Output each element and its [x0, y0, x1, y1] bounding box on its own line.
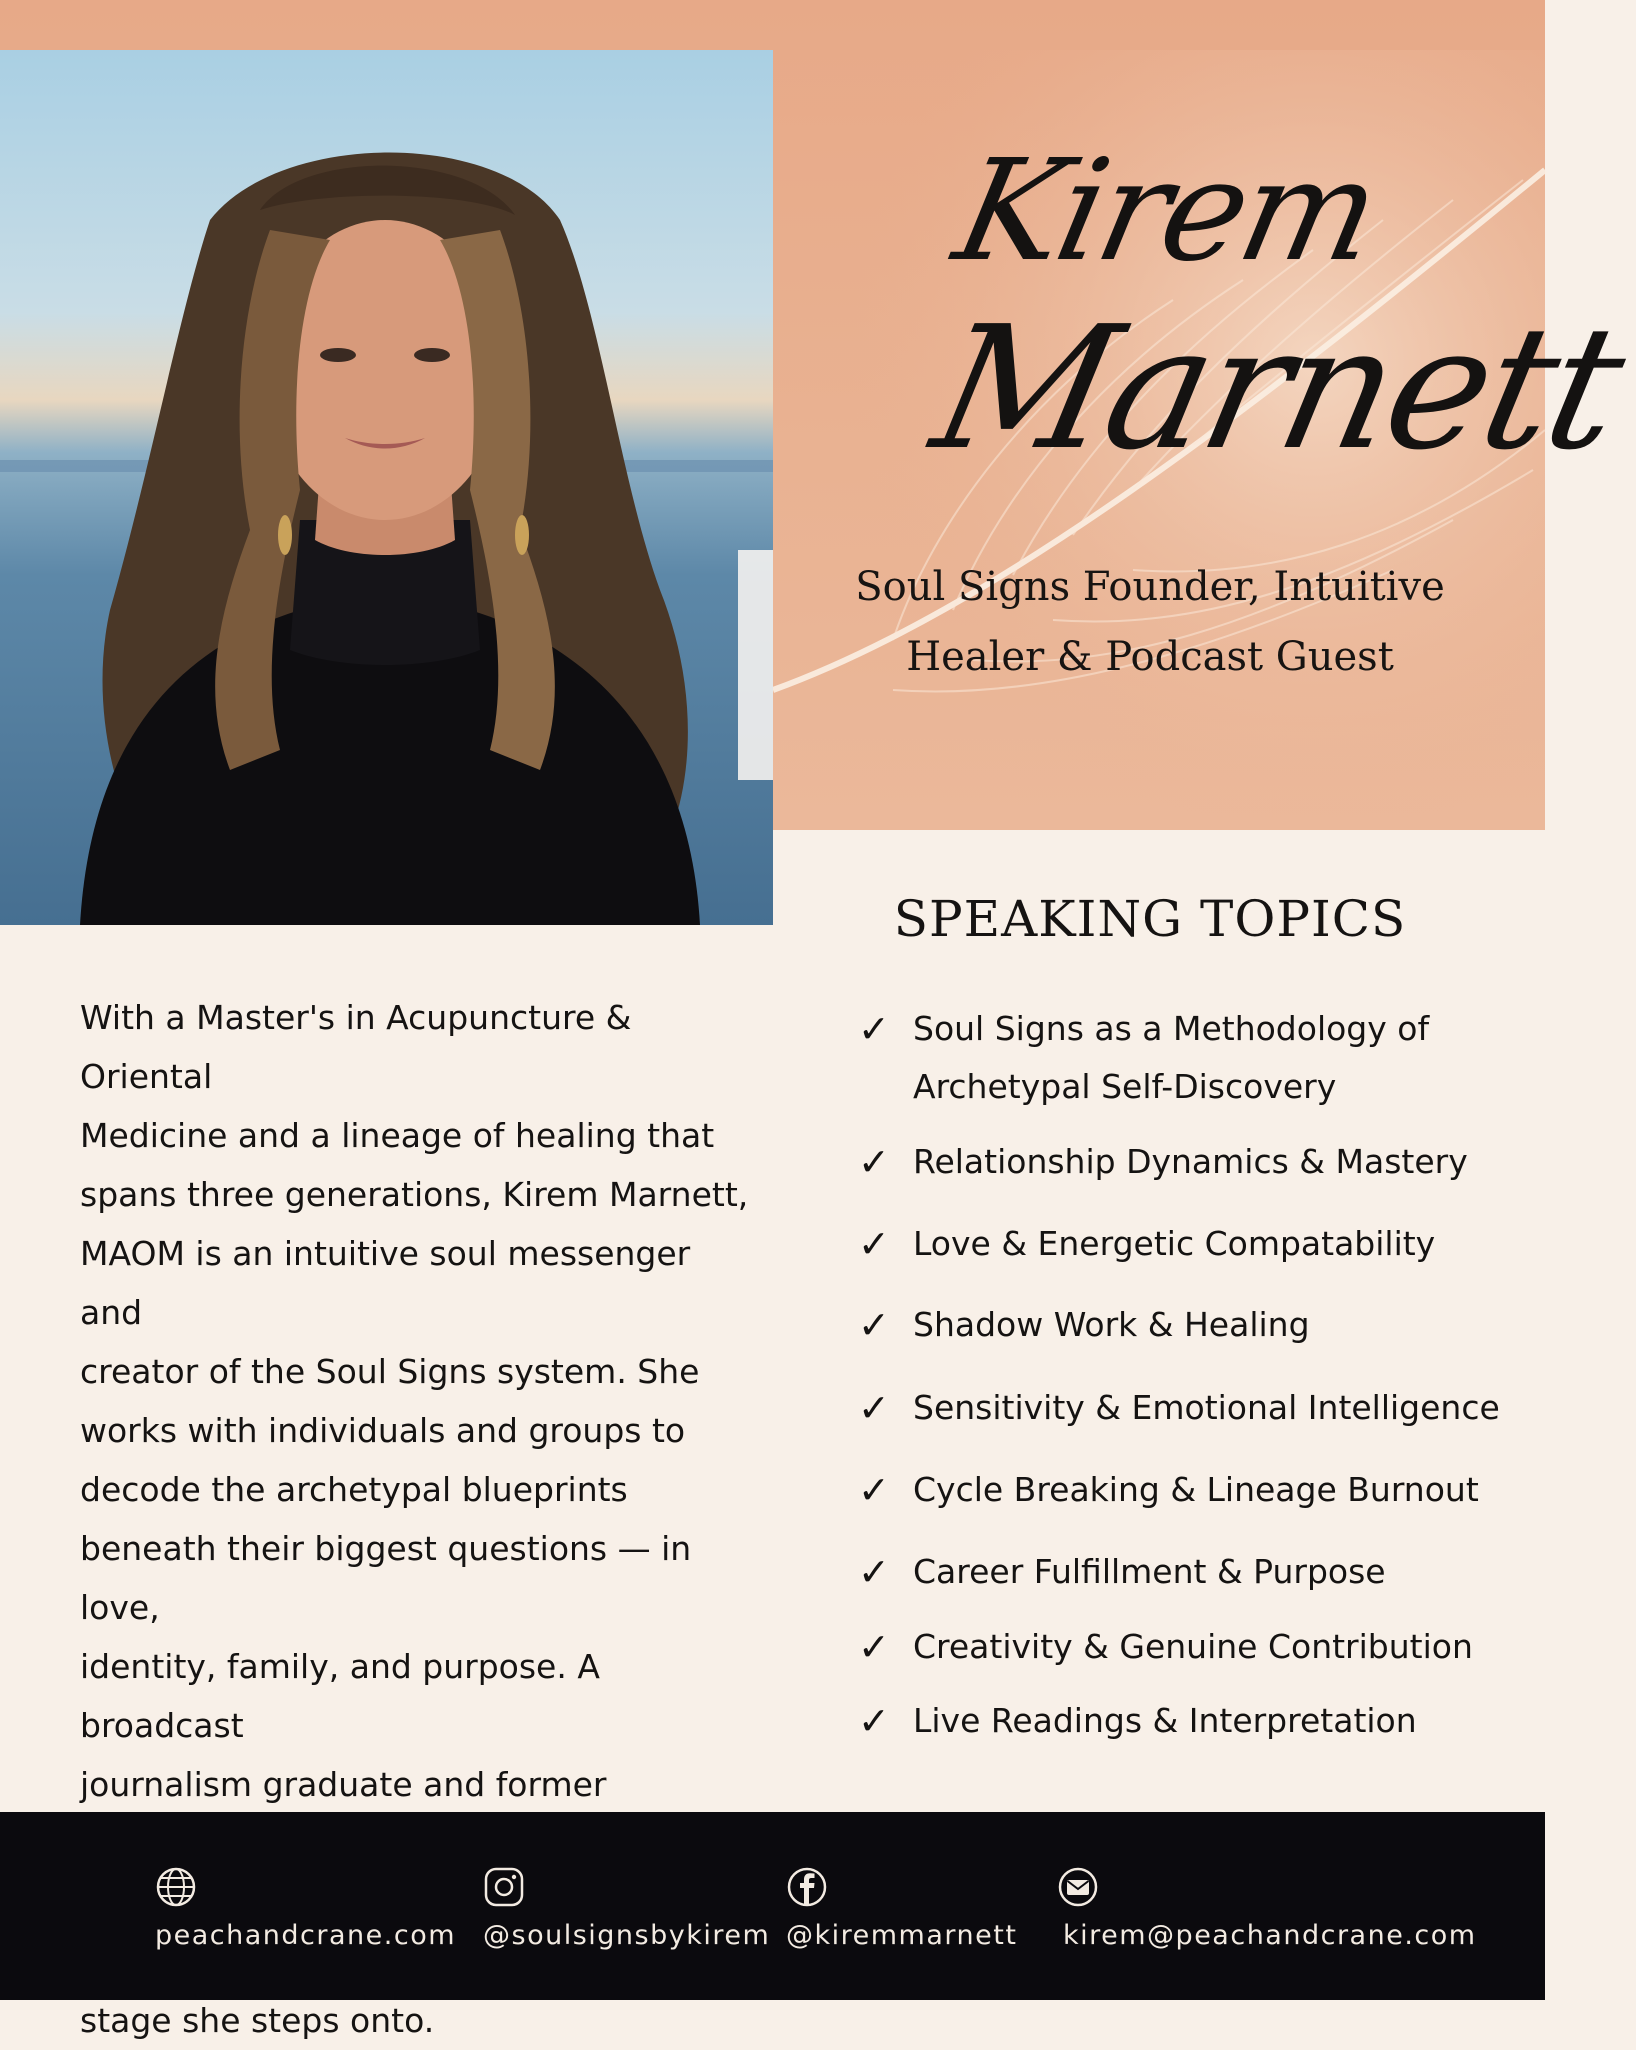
check-icon: ✓	[858, 1550, 890, 1594]
instagram-icon	[483, 1866, 525, 1908]
email-address[interactable]: kirem@peachandcrane.com	[1063, 1920, 1477, 1951]
check-icon: ✓	[858, 1386, 890, 1430]
check-icon: ✓	[858, 1222, 890, 1266]
website-contact[interactable]	[155, 1866, 456, 1951]
contact-footer	[0, 1812, 1545, 2000]
check-icon: ✓	[858, 1699, 890, 1743]
topic-item	[858, 1000, 1438, 1116]
facebook-contact[interactable]	[786, 1866, 1017, 1951]
topic-item	[858, 1133, 1538, 1191]
facebook-icon	[786, 1866, 828, 1908]
check-icon: ✓	[858, 1303, 890, 1347]
check-icon: ✓	[858, 1468, 890, 1512]
bio-line: creator of the Soul Signs system. She	[80, 1352, 700, 1391]
topic-label: Soul Signs as a Methodology of Archetypal Self-Discovery	[913, 1009, 1430, 1106]
last-name: Marnett	[918, 290, 1636, 488]
topic-item	[858, 1618, 1538, 1676]
subtitle-line-2: Healer & Podcast Guest	[906, 634, 1394, 680]
topic-item	[858, 1543, 1538, 1601]
topic-label: Career Fulfillment & Purpose	[913, 1552, 1386, 1591]
bio-line: beneath their biggest questions — in love,	[80, 1529, 692, 1627]
topic-label: Cycle Breaking & Lineage Burnout	[913, 1470, 1479, 1509]
topic-label: Relationship Dynamics & Mastery	[913, 1142, 1468, 1181]
bio-line: decode the archetypal blueprints	[80, 1470, 628, 1509]
subtitle-line-1: Soul Signs Founder, Intuitive	[855, 564, 1445, 610]
bio-line: identity, family, and purpose. A broadcast	[80, 1647, 600, 1745]
email-icon	[1057, 1866, 1099, 1908]
instagram-contact[interactable]	[483, 1866, 770, 1951]
role-subtitle	[840, 552, 1460, 692]
facebook-handle[interactable]: @kiremmarnett	[786, 1920, 1018, 1951]
portrait-photo	[0, 50, 773, 925]
bio-line: journalism graduate and former	[80, 1765, 607, 1804]
bio-line: stage she steps onto.	[80, 2001, 435, 2040]
topic-item	[858, 1379, 1538, 1437]
topic-label: Shadow Work & Healing	[913, 1305, 1310, 1344]
email-contact[interactable]	[1063, 1866, 1477, 1951]
first-name: Kirem	[942, 130, 1390, 293]
bio-line: Medicine and a lineage of healing that	[80, 1116, 715, 1155]
check-icon: ✓	[858, 1007, 890, 1051]
website-link[interactable]: peachandcrane.com	[155, 1920, 457, 1951]
check-icon: ✓	[858, 1140, 890, 1184]
topic-item	[858, 1296, 1538, 1354]
topic-label: Live Readings & Interpretation	[913, 1701, 1417, 1740]
instagram-handle[interactable]: @soulsignsbykirem	[483, 1920, 771, 1951]
topic-label: Creativity & Genuine Contribution	[913, 1627, 1473, 1666]
globe-icon	[155, 1866, 197, 1908]
bio-line: works with individuals and groups to	[80, 1411, 686, 1450]
bio-line: MAOM is an intuitive soul messenger and	[80, 1234, 691, 1332]
topic-label: Sensitivity & Emotional Intelligence	[913, 1388, 1500, 1427]
name-title	[900, 120, 1636, 510]
topic-label: Love & Energetic Compatability	[913, 1224, 1436, 1263]
speaking-topics-heading: SPEAKING TOPICS	[893, 890, 1407, 948]
topic-item	[858, 1692, 1538, 1750]
topic-item	[858, 1215, 1538, 1273]
topic-item	[858, 1461, 1538, 1519]
check-icon: ✓	[858, 1625, 890, 1669]
bio-line: spans three generations, Kirem Marnett,	[80, 1175, 749, 1214]
bio-line: With a Master's in Acupuncture & Oriental	[80, 998, 632, 1096]
